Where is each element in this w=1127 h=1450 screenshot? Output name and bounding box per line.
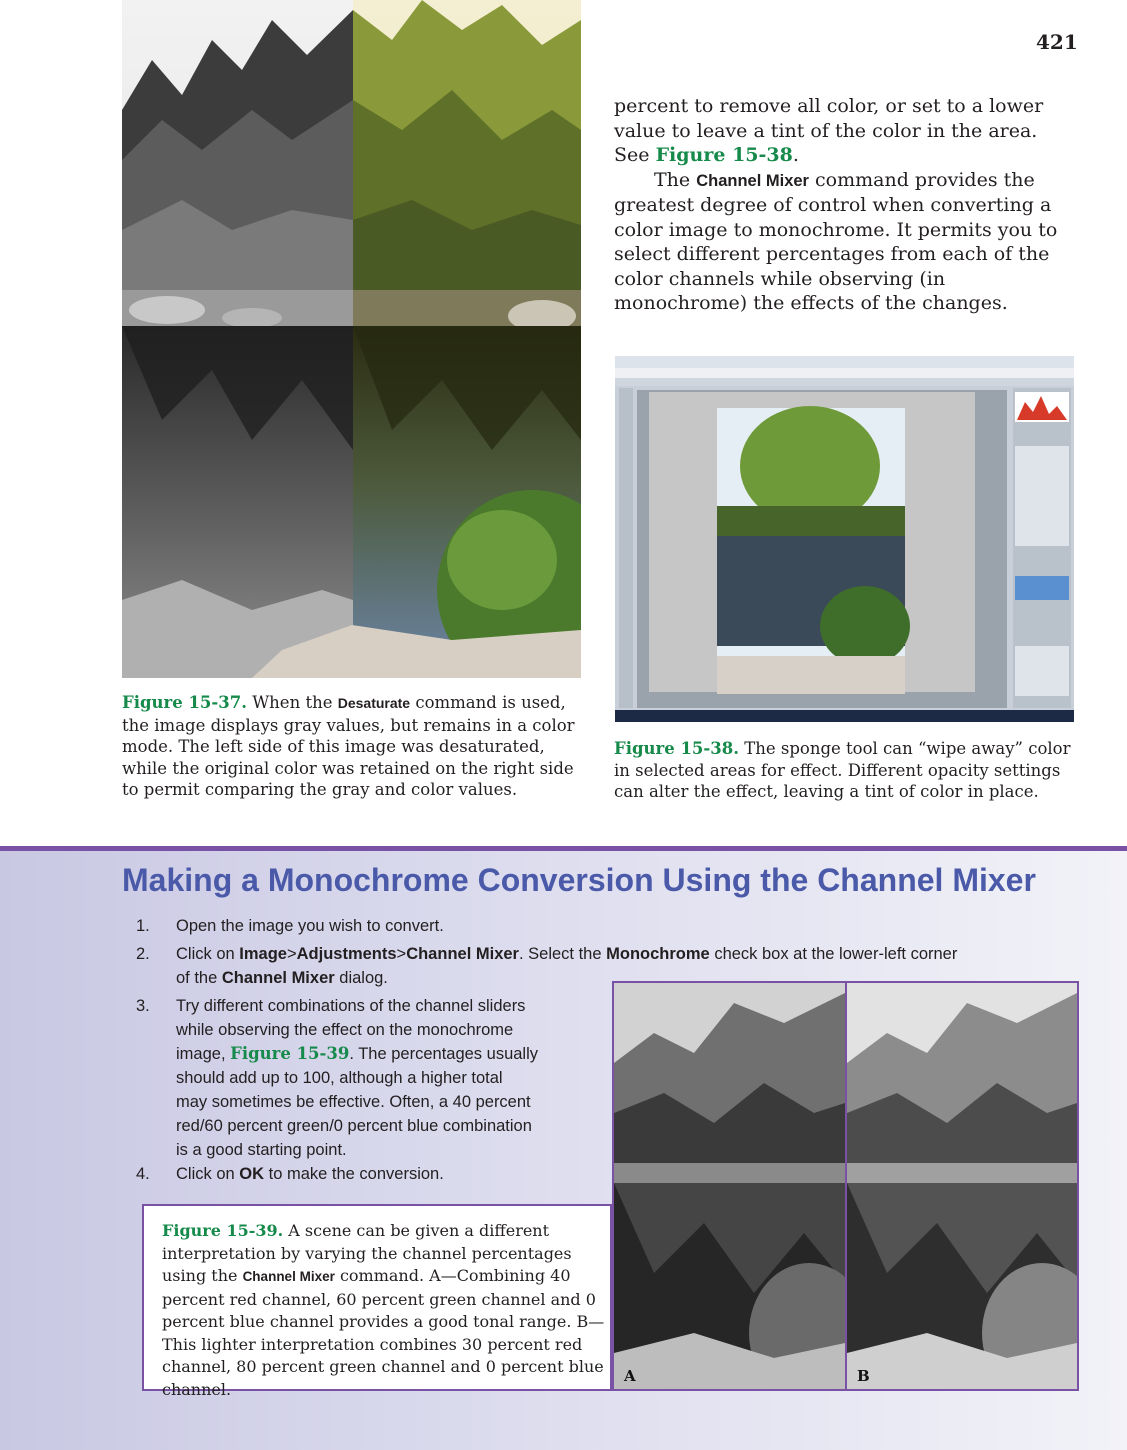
menu-separator: >: [396, 945, 407, 963]
figure-label: Figure 15-39.: [162, 1221, 284, 1240]
figure-15-38-screenshot: [615, 356, 1074, 722]
panel-a-image: [614, 983, 845, 1389]
paragraph: [614, 94, 1074, 168]
option-name: Monochrome: [606, 945, 710, 963]
step-text-part: Click on: [176, 1165, 235, 1183]
step-text-part: of the: [176, 969, 218, 987]
monochrome-scene-a: [614, 983, 845, 1389]
step-text: [176, 966, 388, 990]
panel-divider: [0, 846, 1127, 851]
figure-15-38-caption: [614, 738, 1084, 803]
dialog-name: Channel Mixer: [221, 969, 335, 987]
paragraph-text: The: [654, 168, 691, 191]
step-number: 4.: [136, 1165, 150, 1183]
caption-text: A scene can be given a different interpretation by varying the channel percentages using the: [162, 1221, 572, 1285]
figure-label: Figure 15-37.: [122, 693, 247, 712]
panel-b-image: [847, 983, 1077, 1389]
step-text: [176, 942, 957, 966]
menu-name: Adjustments: [296, 945, 397, 963]
command-name: Channel Mixer: [242, 1269, 335, 1284]
step-1: [136, 914, 1036, 938]
step-4: [136, 1162, 606, 1186]
step-text-part: dialog.: [339, 969, 388, 987]
figure-15-37-photo: [122, 0, 581, 678]
step-text-part: Click on: [176, 945, 235, 963]
menu-separator: >: [286, 945, 297, 963]
step-text-part: check box at the lower-left corner: [714, 945, 958, 963]
caption-text: command is used, the image displays gray values, but remains in a color mode. The left side of this image was desaturated, while the original color was retained on the right side to permit comparing the gray and color values.: [122, 693, 575, 799]
button-name: OK: [239, 1165, 265, 1183]
step-text-part: . Select the: [518, 945, 602, 963]
caption-text: When the: [252, 693, 333, 712]
procedure-title: Making a Monochrome Conversion Using the Channel Mixer: [122, 862, 1036, 898]
photoshop-window-image: [615, 356, 1074, 722]
monochrome-scene-b: [847, 983, 1077, 1389]
command-name: Channel Mixer: [696, 171, 809, 190]
step-3: [136, 994, 606, 1162]
step-text: [176, 1162, 444, 1186]
figure-label: Figure 15-38.: [614, 739, 739, 758]
step-text: Try different combinations of the channel sliders: [176, 997, 526, 1015]
step-number: 1.: [136, 917, 150, 935]
figure-15-39-caption: [162, 1220, 608, 1401]
caption-text: command. A—Combining 40 percent red channel, 60 percent green channel and 0 percent blue channel provides a good tonal range. B—This lighter interpretation combines 30 percent red channel, 80 percent green channel and 0 percent blue channel.: [162, 1266, 605, 1399]
figure-reference: Figure 15-39: [230, 1044, 350, 1063]
step-text-part: image,: [176, 1045, 226, 1063]
panel-label-b: B: [857, 1367, 870, 1385]
page-number: 421: [1036, 30, 1078, 54]
paragraph-text: percent to remove all color, or set to a lower value to leave a tint of the color in the area. See: [614, 95, 1044, 166]
step-text: red/60 percent green/0 percent blue combination: [176, 1117, 532, 1135]
step-text: should add up to 100, although a higher total: [176, 1069, 503, 1087]
menu-name: Image: [239, 945, 287, 963]
body-text: [614, 94, 1074, 316]
paragraph-text: command provides the greatest degree of control when converting a color image to monochrome. It permits you to select different percentages from each of the color channels while observing (in monochrome) the effects of the changes.: [614, 168, 1058, 314]
step-text: while observing the effect on the monochrome: [176, 1021, 514, 1039]
step-text: may sometimes be effective. Often, a 40 percent: [176, 1093, 531, 1111]
figure-15-37-caption: [122, 692, 592, 801]
caption-text: The sponge tool can “wipe away” color in selected areas for effect. Different opacity settings can alter the effect, leaving a tint of color in place.: [614, 739, 1071, 801]
panel-label-a: A: [624, 1367, 636, 1385]
paragraph: [614, 168, 1074, 316]
punctuation: .: [792, 144, 799, 166]
step-number: 3.: [136, 997, 150, 1015]
menu-name: Channel Mixer: [406, 945, 519, 963]
step-number: 2.: [136, 945, 150, 963]
step-text: [176, 1042, 538, 1066]
figure-15-39-images: [612, 981, 1079, 1391]
command-name: Desaturate: [337, 695, 411, 711]
step-text-part: . The percentages usually: [349, 1045, 539, 1063]
step-text: Open the image you wish to convert.: [176, 917, 444, 935]
step-text-part: to make the conversion.: [268, 1165, 444, 1183]
figure-reference: Figure 15-38: [655, 144, 793, 166]
garden-pond-photo: [122, 0, 581, 678]
step-text: is a good starting point.: [176, 1141, 347, 1159]
